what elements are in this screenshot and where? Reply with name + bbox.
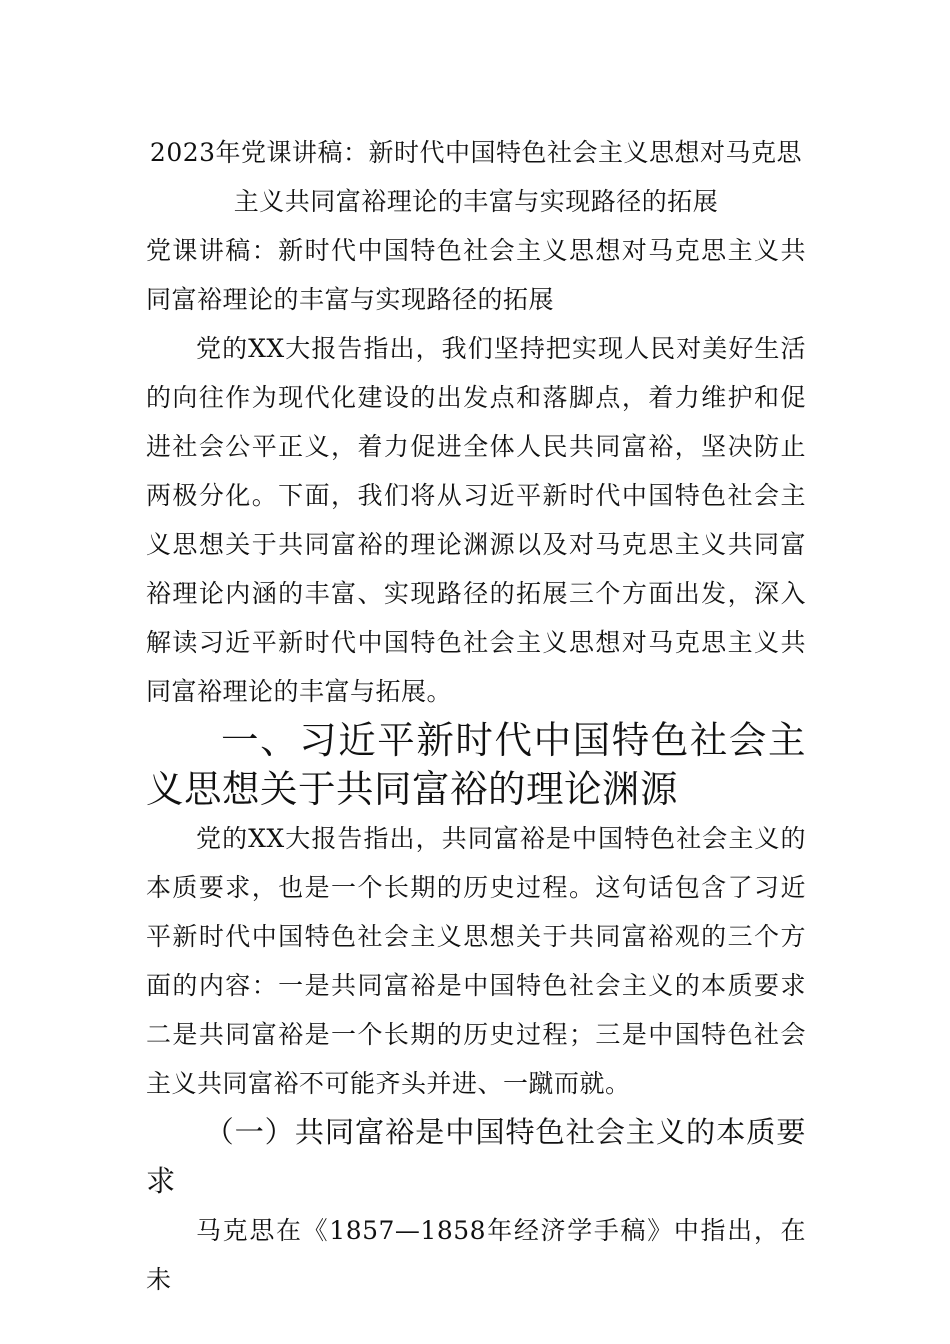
- document-body: [146, 128, 806, 1304]
- intro-paragraph: 党的XX大报告指出，我们坚持把实现人民对美好生活的向往作为现代化建设的出发点和落脚点，着力维护和促进社会公平正义，着力促进全体人民共同富裕，坚决防止两极分化。下面，我们将从习近平新时代中国特色社会主义思想关于共同富裕的理论渊源以及对马克思主义共同富裕理论内涵的丰富、实现路径的拓展三个方面出发，深入解读习近平新时代中国特色社会主义思想对马克思主义共同富裕理论的丰富与拓展。: [146, 334, 806, 706]
- subsection-1-heading: （一）共同富裕是中国特色社会主义的本质要求: [146, 1115, 806, 1198]
- document-subtitle: 党课讲稿：新时代中国特色社会主义思想对马克思主义共同富裕理论的丰富与实现路径的拓展: [146, 236, 806, 314]
- section-1-heading: 一、习近平新时代中国特色社会主义思想关于共同富裕的理论渊源: [146, 718, 806, 811]
- subsection-1-paragraph: 马克思在《1857—1858年经济学手稿》中指出，在未: [146, 1216, 806, 1294]
- section-1-paragraph: 党的XX大报告指出，共同富裕是中国特色社会主义的本质要求，也是一个长期的历史过程。这句话包含了习近平新时代中国特色社会主义思想关于共同富裕观的三个方面的内容：一是共同富裕是中国特色社会主义的本质要求二是共同富裕是一个长期的历史过程；三是中国特色社会主义共同富裕不可能齐头并进、一蹴而就。: [146, 824, 806, 1098]
- document-title: 2023年党课讲稿：新时代中国特色社会主义思想对马克思主义共同富裕理论的丰富与实现路径的拓展: [149, 138, 803, 216]
